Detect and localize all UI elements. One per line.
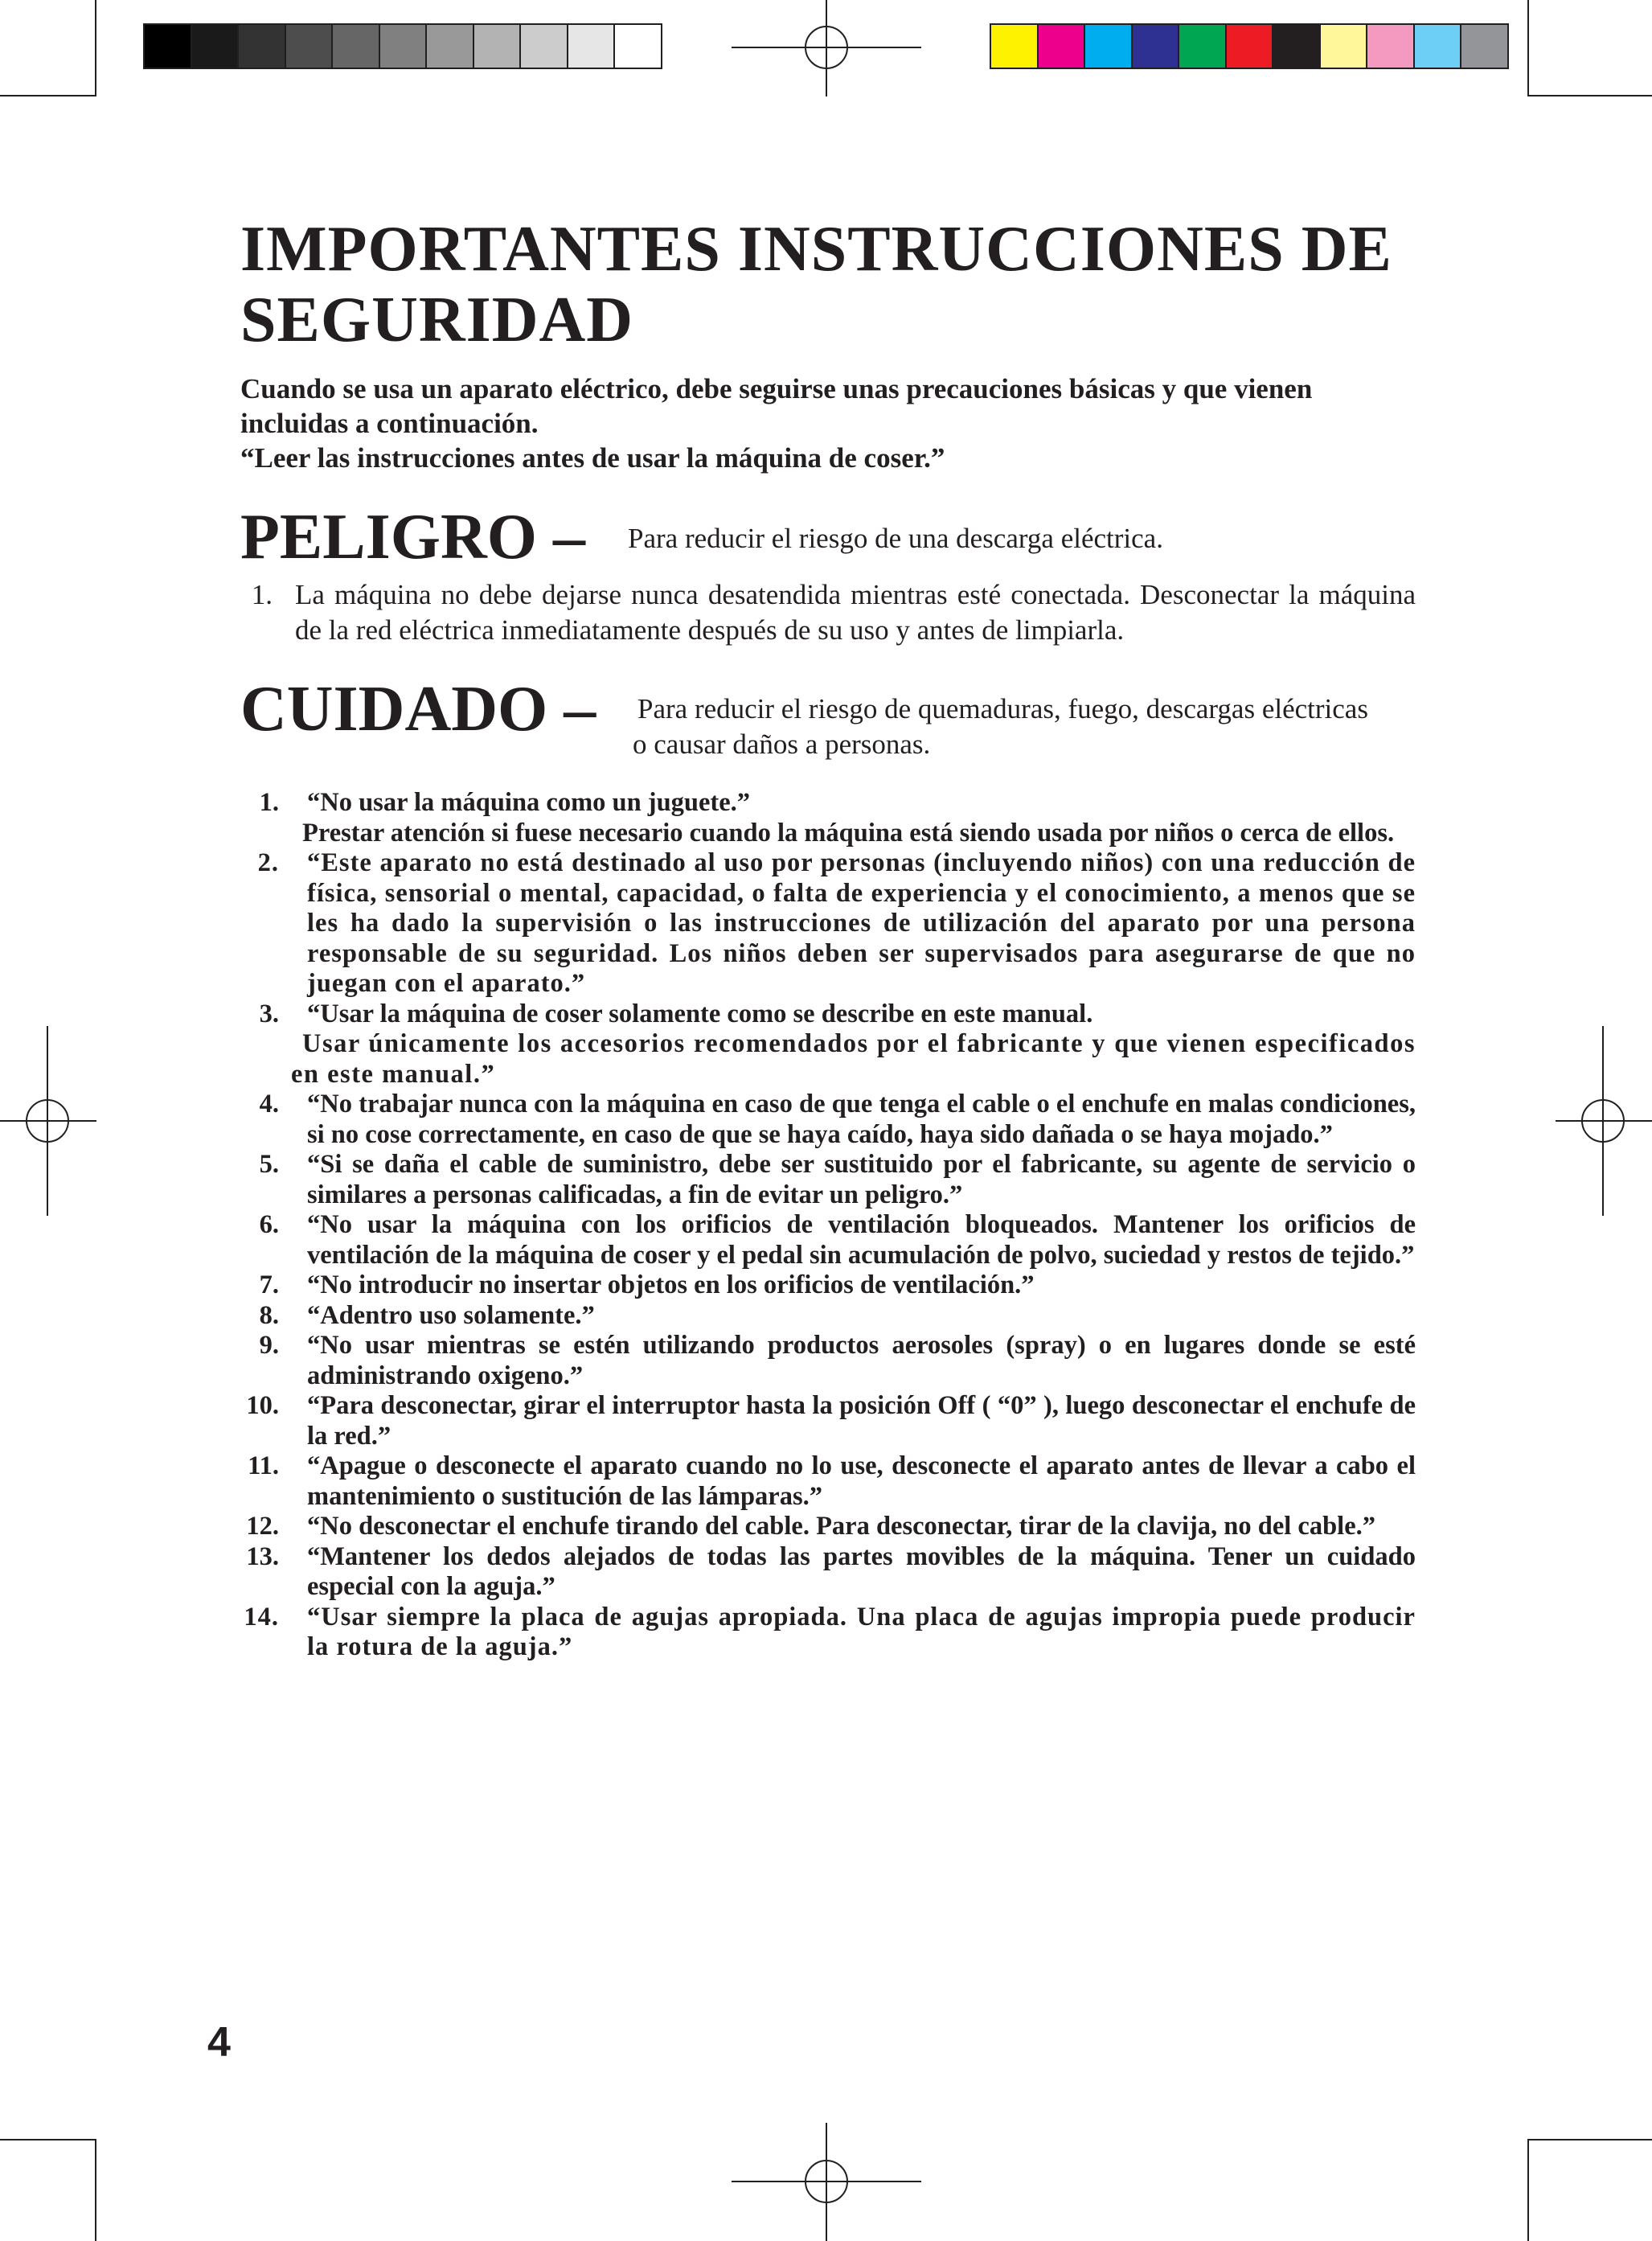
- gray-swatch: [380, 25, 428, 68]
- caution-item-text: “No usar la máquina como un juguete.”: [307, 788, 751, 817]
- gray-swatch: [568, 25, 616, 68]
- gray-swatch: [521, 25, 568, 68]
- caution-item-number: 6.: [259, 1210, 279, 1239]
- color-swatch-cyan: [1085, 25, 1133, 68]
- caution-item-text: “No usar mientras se estén utilizando productos aerosoles (spray) o en lugares donde se esté administrando oxigeno.”: [307, 1331, 1416, 1390]
- gray-swatch: [615, 25, 661, 68]
- color-swatch-pink: [1367, 25, 1415, 68]
- caution-item-text: “Usar la máquina de coser solamente como se describe en este manual.: [307, 999, 1093, 1028]
- danger-item-number: 1.: [251, 579, 273, 610]
- caution-item-number: 1.: [259, 788, 279, 817]
- caution-item: [240, 1150, 1416, 1210]
- caution-item: [240, 788, 1416, 848]
- intro-line: Cuando se usa un aparato eléctrico, debe seguirse unas precauciones básicas y que vienen incluidas a continuación.: [240, 373, 1313, 439]
- page-number: 4: [207, 2019, 231, 2066]
- intro-text: [240, 371, 1416, 475]
- caution-item-number: 3.: [259, 999, 279, 1028]
- caution-item-number: 8.: [259, 1300, 279, 1330]
- caution-item: [240, 1603, 1416, 1663]
- caution-item: [240, 848, 1416, 999]
- caution-item-text: “No trabajar nunca con la máquina en caso de que tenga el cable o el enchufe en malas condiciones, si no cose correctamente, en caso de que se haya caído, haya sido dañada o se haya mojado.”: [307, 1090, 1416, 1149]
- caution-item-text: “Mantener los dedos alejados de todas las partes movibles de la máquina. Tener un cuidado especial con la aguja.”: [307, 1541, 1416, 1601]
- caution-item-text: “No usar la máquina con los orificios de ventilación bloqueados. Mantener los orificios de ventilación de la máquina de coser y el pedal sin acumulación de polvo, suciedad y restos de tejido.”: [307, 1210, 1416, 1270]
- caution-item-number: 12.: [246, 1512, 279, 1541]
- caution-note-line: Para reducir el riesgo de quemaduras, fuego, descargas eléctricas: [637, 693, 1368, 724]
- caution-item-number: 7.: [259, 1270, 279, 1299]
- page-title: IMPORTANTES INSTRUCCIONES DE SEGURIDAD: [240, 214, 1392, 355]
- danger-heading: PELIGRO –: [240, 502, 585, 573]
- caution-item-number: 2.: [257, 848, 279, 877]
- color-calibration-bar: [990, 23, 1509, 69]
- caution-item: [240, 1451, 1416, 1512]
- caution-list: [240, 788, 1416, 1663]
- gray-swatch: [192, 25, 240, 68]
- caution-item-text: “Para desconectar, girar el interruptor hasta la posición Off ( “0” ), luego desconectar el enchufe de la red.”: [307, 1391, 1416, 1451]
- caution-item-number: 5.: [259, 1150, 279, 1179]
- gray-swatch: [145, 25, 192, 68]
- danger-item: [240, 577, 1416, 648]
- caution-item-text: “No desconectar el enchufe tirando del cable. Para desconectar, tirar de la clavija, no del cable.”: [307, 1512, 1375, 1541]
- caution-item: [240, 999, 1416, 1090]
- danger-note: Para reducir el riesgo de una descarga eléctrica.: [628, 523, 1163, 554]
- caution-note-line: o causar daños a personas.: [633, 729, 931, 760]
- gray-swatch: [333, 25, 380, 68]
- intro-line: “Leer las instrucciones antes de usar la máquina de coser.”: [240, 442, 945, 474]
- gray-swatch: [474, 25, 522, 68]
- gray-swatch: [239, 25, 286, 68]
- gray-swatch: [427, 25, 474, 68]
- caution-item: [240, 1090, 1416, 1150]
- caution-item: [240, 1391, 1416, 1451]
- caution-item: [240, 1270, 1416, 1301]
- caution-item: [240, 1542, 1416, 1603]
- caution-note: [633, 692, 1420, 762]
- color-swatch-green: [1179, 25, 1227, 68]
- color-swatch-light-yellow: [1321, 25, 1368, 68]
- color-swatch-black: [1273, 25, 1321, 68]
- caution-item-number: 14.: [244, 1602, 279, 1631]
- color-swatch-magenta: [1039, 25, 1086, 68]
- caution-item-number: 9.: [259, 1331, 279, 1360]
- color-swatch-light-cyan: [1415, 25, 1462, 68]
- caution-item-text: Usar únicamente los accesorios recomendados por el fabricante y que vienen especificados en este manual.”: [291, 1029, 1416, 1089]
- caution-item-text: “Adentro uso solamente.”: [307, 1300, 595, 1330]
- caution-item-number: 11.: [248, 1451, 279, 1480]
- caution-item-number: 10.: [246, 1391, 279, 1420]
- caution-item-number: 13.: [246, 1541, 279, 1571]
- caution-item-text: “Este aparato no está destinado al uso por personas (incluyendo niños) con una reducción de física, sensorial o mental, capacidad, o falta de experiencia y el conocimiento, a menos que se les ha dado la supervisión o las instrucciones de utilización del aparato por una persona responsable de su seguridad. Los niños deben ser supervisados para asegurarse de que no juegan con el aparato.”: [307, 848, 1416, 998]
- caution-item: [240, 1301, 1416, 1332]
- caution-item-text: “Usar siempre la placa de agujas apropiada. Una placa de agujas impropia puede producir la rotura de la aguja.”: [307, 1602, 1416, 1661]
- caution-item: [240, 1331, 1416, 1391]
- color-swatch-red: [1227, 25, 1274, 68]
- caution-item-text: Prestar atención si fuese necesario cuando la máquina está siendo usada por niños o cerca de ellos.: [302, 818, 1395, 848]
- caution-item-number: 4.: [259, 1090, 279, 1118]
- caution-item: [240, 1210, 1416, 1270]
- color-swatch-gray: [1461, 25, 1507, 68]
- caution-item-text: “Apague o desconecte el aparato cuando no lo use, desconecte el aparato antes de llevar a cabo el mantenimiento o sustitución de las lámparas.”: [307, 1451, 1416, 1511]
- danger-item-text: La máquina no debe dejarse nunca desatendida mientras esté conectada. Desconectar la máquina de la red eléctrica inmediatamente después de su uso y antes de limpiarla.: [295, 579, 1416, 646]
- grayscale-calibration-bar: [143, 23, 662, 69]
- caution-item-text: “No introducir no insertar objetos en los orificios de ventilación.”: [307, 1270, 1035, 1299]
- gray-swatch: [286, 25, 334, 68]
- caution-heading: CUIDADO –: [240, 674, 596, 745]
- color-swatch-blue: [1133, 25, 1180, 68]
- caution-item-text: “Si se daña el cable de suministro, debe ser sustituido por el fabricante, su agente de servicio o similares a personas calificadas, a fin de evitar un peligro.”: [307, 1150, 1416, 1209]
- color-swatch-yellow: [991, 25, 1039, 68]
- caution-item: [240, 1512, 1416, 1542]
